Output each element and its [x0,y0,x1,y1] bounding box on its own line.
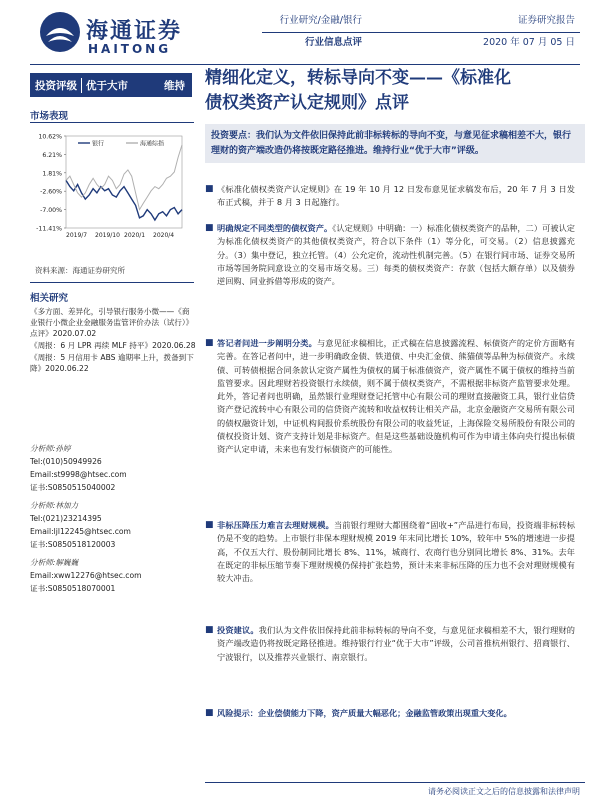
bullet-item [205,183,575,210]
bullet-bold: 风险提示：企业偿债能力下降，资产质量大幅恶化；金融监管政策出现重大变化。 [217,708,512,718]
analyst-name: 分析师:孙婷 [30,444,71,453]
report-subtype: 行业信息点评 [304,37,362,48]
investment-summary [205,124,585,163]
analyst-name: 分析师:解巍巍 [30,558,79,567]
bullet-item [205,707,575,720]
y-tick-label: -7.00% [40,207,62,215]
footer-rule [205,782,585,783]
bullet-item [205,624,575,664]
related-section-title: 相关研究 [30,293,69,304]
bullet-item [205,222,575,288]
analyst-cert: 证书:S0850518120003 [30,540,116,549]
bullet-text: 《认定规则》中明确：一）标准化债权类资产的品种，二）可被认定为标准化债权类资产的其他债权类资产，符合以下条件（1）等分化，可交易。（2）信息披露充分。（3）集中登记，独立托管。（4）公允定价，流动性机制完善。（5）在银行间市场、证券交易所市场等国务院同意设立的交易市场交易。三）每类的债权类资产：存款（包括大额存单）以及债券逆回购、同业拆借等形成的资产。 [217,223,575,287]
summary-lead: 投资要点： [211,131,257,141]
report-title-line1: 精细化定义，转标导向不变——《标准化 [205,68,511,88]
analyst-block [30,556,196,595]
legend-label: 海通综指 [140,140,165,148]
x-tick-label: 2020/4 [153,232,175,239]
series-line-index [66,145,182,210]
analyst-block [30,442,196,494]
report-category: 行业研究/金融/银行 [279,15,362,26]
bullet-text: 与意见征求稿相比，正式稿在信息披露流程、标债资产的定价方面略有完善。在答记者问中，进一步明确政金债、铁道债、中央汇金债、熊猫债等品种为标债资产。永续债、可转债根据合同条款认定资产属性为债权的属于标准债资产，资产属性不属于债权的维持当前监管要求。因此理财若投资银行永续债，则不属于债权类资产，不需根据非标资产监管要求处理。此外，答记者问也明确，虽然银行业理财登记托管中心有限公司的理财直接融资工具，银行业信贷资产登记流转中心有限公司的信贷资产流转和收益权转让相关产品，北京金融资产交易所有限公司的债权融资计划，中证机构间报价系统股份有限公司的收益凭证，上海保险交易所股份有限公司的债权投资计划、资产支持计划是非标资产。但是这些基础设施机构可作为申请主体向央行提出标债资产认定申请，未来也有发行标债资产的可能性。 [217,338,575,455]
related-item[interactable]: 《周报：6 月 LPR 再续 MLF 持平》2020.06.28 [30,341,196,350]
company-logo [38,10,188,65]
rating-action: 维持 [164,79,185,92]
x-tick-label: 2019/7 [66,232,88,239]
market-title-rule [30,122,194,123]
bullet-dot-icon: ■ [205,184,214,194]
header-divider [262,32,580,33]
chart-source: 资料来源：海通证券研究所 [35,266,125,275]
market-performance-chart [30,128,200,250]
source-rule [30,282,194,283]
bullet-dot-icon: ■ [205,520,214,530]
bullet-text: 《标准化债权类资产认定规则》在 19 年 10 月 12 日发布意见征求稿发布后，20 年 7 月 3 日发布正式稿，并于 8 月 3 日起施行。 [217,184,575,208]
x-tick-label: 2020/1 [124,232,146,239]
logo-en-text: HAITONG [88,42,172,56]
report-title [205,66,585,116]
bullet-bold: 非标压降压力难言去理财规模。 [217,520,334,530]
footer-disclaimer: 请务必阅读正文之后的信息披露和法律声明 [428,787,580,796]
y-tick-label: 10.62% [38,133,62,141]
analyst-tel: Tel:(010)50949926 [30,457,102,466]
analyst-cert: 证书:S0850518070001 [30,584,116,593]
analyst-email[interactable]: Email:ljl12245@htsec.com [30,527,131,536]
bullet-bold: 明确规定不同类型的债权资产。 [217,223,333,233]
bullet-dot-icon: ■ [205,708,214,718]
bullet-dot-icon: ■ [205,625,214,635]
logo-cn-text: 海通证券 [86,18,183,44]
report-date: 2020 年 07 月 05 日 [483,37,575,48]
related-list [30,306,196,375]
analyst-cert: 证书:S0850515040002 [30,483,116,492]
series-line-bank [66,180,182,220]
x-tick-label: 2019/10 [95,232,120,239]
analyst-tel: Tel:(021)23214395 [30,514,102,523]
summary-text: 我们认为文件依旧保持此前非标转标的导向不变，与意见征求稿相差不大，银行理财的资产端改造仍将按既定路径推进。维持行业“优于大市”评级。 [211,131,572,156]
bullet-dot-icon: ■ [205,338,214,348]
market-section-title: 市场表现 [30,111,69,122]
bullet-text: 当前银行理财大都围绕着“固收+”产品进行布局，投资端非标转标仍是不变的趋势。上市银行非保本理财规模 2019 年末同比增长 10%，较年中 5%的增速进一步提高，不仅五大行、股份制同比增长 8%、11%，城商行、农商行也分别同比增长 8%、31%。去年在既定的非标压缩节奏下理财规模仍保持扩张趋势，预计未来非标压降的压力也不会对理财规模有较大冲击。 [217,520,575,584]
bullet-item [205,337,575,457]
rating-bar [30,73,192,97]
y-tick-label: -11.41% [36,225,62,233]
y-tick-label: 6.21% [42,151,62,159]
bullet-item [205,519,575,585]
report-title-line2: 债权类资产认定规则》点评 [205,93,409,113]
related-item[interactable]: 《周报：5 月信用卡 ABS 逾期率上升，拨备到下降》2020.06.22 [30,353,194,373]
header-bottom-rule [30,64,580,65]
analyst-list [30,442,196,595]
related-item[interactable]: 《多方面、差异化，引导银行服务小微——《商业银行小微企业金融服务监管评价办法（试行）》点评》2020.07.02 [30,307,194,338]
analyst-email[interactable]: Email:xww12276@htsec.com [30,571,142,580]
rating-label: 投资评级 [35,79,77,92]
analyst-name: 分析师:林加力 [30,501,79,510]
bullet-dot-icon: ■ [205,223,214,233]
bullet-bold: 答记者问进一步阐明分类。 [217,338,317,348]
report-type: 证券研究报告 [517,15,575,26]
y-tick-label: -2.60% [40,188,62,196]
y-tick-label: 1.81% [42,170,62,178]
haitong-logo-icon [38,10,82,54]
analyst-email[interactable]: Email:st9998@htsec.com [30,470,127,479]
analyst-block [30,499,196,551]
bullet-text: 我们认为文件依旧保持此前非标转标的导向不变，与意见征求稿相差不大，银行理财的资产端改造仍将按既定路径推进。维持银行行业“优于大市”评级，公司首推杭州银行、招商银行、宁波银行，以及推荐兴业银行、南京银行。 [217,625,575,662]
legend-label: 银行 [92,140,105,148]
bullet-bold: 投资建议。 [217,625,259,635]
rating-value: 优于大市 [81,78,132,93]
